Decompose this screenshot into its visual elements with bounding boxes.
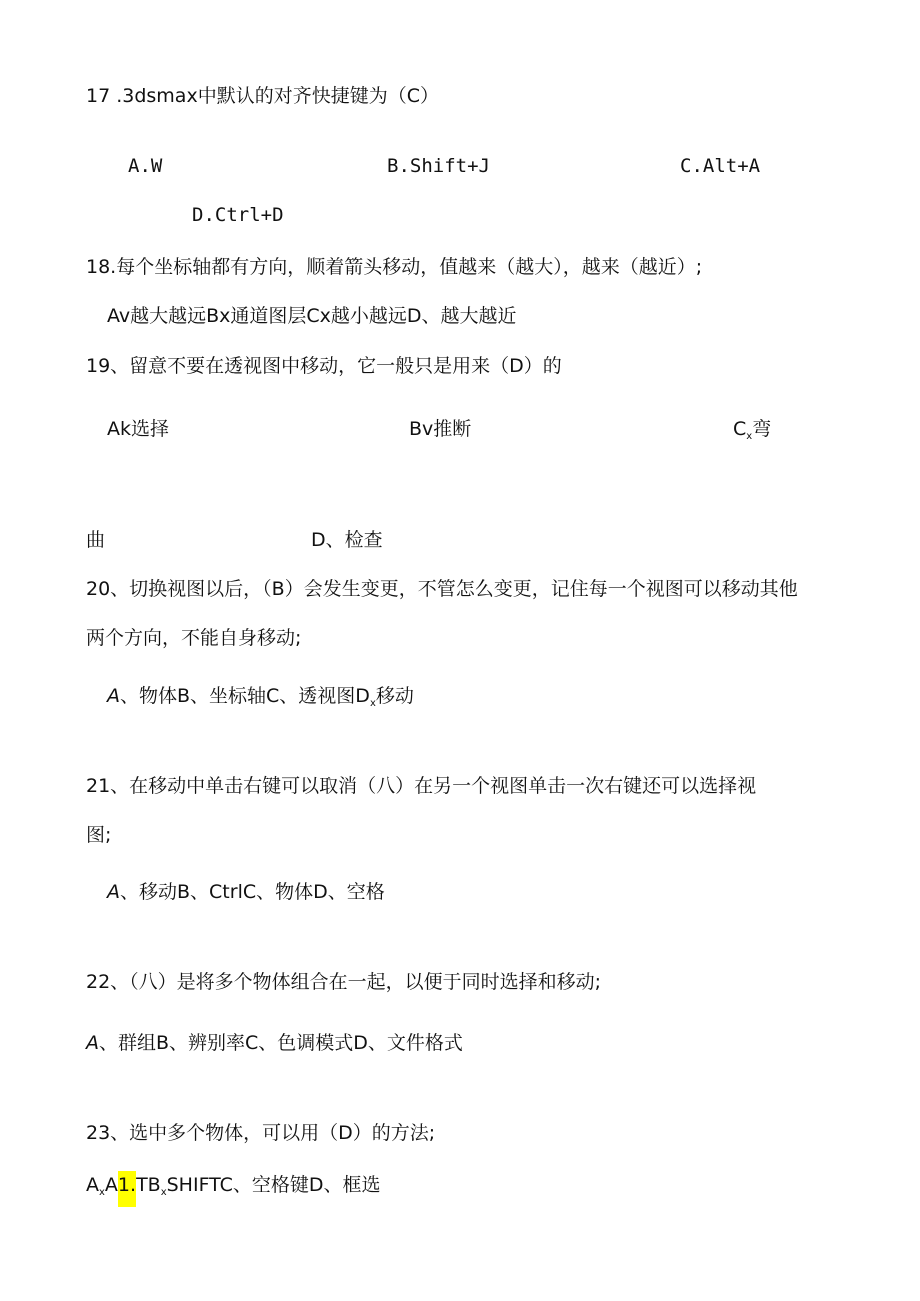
question-20-stem-2: 两个方向，不能自身移动; (86, 627, 302, 649)
q17-option-c: C.Alt+A (680, 155, 761, 177)
q19-option-b: Bv推断 (409, 418, 472, 440)
q19-c-sub: x (746, 431, 753, 442)
question-21-stem-2: 图; (86, 824, 112, 846)
q20-a: A (107, 685, 120, 707)
question-21-stem-1: 21、在移动中单击右键可以取消（八）在另一个视图单击一次右键还可以选择视 (86, 775, 757, 797)
q17-option-a: A.W (128, 155, 163, 177)
q23-options (86, 1171, 381, 1207)
q21-a: A (107, 881, 120, 903)
q18-options: Av越大越远Bx通道图层Cx越小越远D、越大越近 (107, 305, 517, 327)
q21-options (107, 880, 385, 904)
q23-p3-sub: x (160, 1187, 167, 1198)
q22-rest: 、群组B、辨别率C、色调模式D、文件格式 (99, 1032, 463, 1054)
q23-p4: SHIFTC、空格键D、框选 (166, 1174, 381, 1196)
q19-option-c (733, 417, 771, 449)
q23-p1: A (86, 1174, 99, 1196)
q23-highlight: 1. (118, 1171, 136, 1207)
q21-rest: 、移动B、CtrlC、物体D、空格 (120, 881, 385, 903)
q23-p2: A (104, 1174, 118, 1196)
q17-option-b: B.Shift+J (387, 155, 490, 177)
q20-end: 移动 (375, 685, 414, 707)
q19-option-d: D、检查 (311, 529, 383, 551)
question-23-stem: 23、选中多个物体，可以用（D）的方法; (86, 1122, 436, 1144)
question-20-stem-1: 20、切换视图以后，（B）会发生变更，不管怎么变更，记住每一个视图可以移动其他 (86, 578, 798, 600)
q19-option-a: Ak选择 (107, 418, 170, 440)
question-18-stem: 18.每个坐标轴都有方向，顺着箭头移动，值越来（越大），越来（越近）; (86, 256, 703, 278)
q19-c-text: 弯 (752, 418, 772, 440)
q17-option-d: D.Ctrl+D (192, 204, 284, 226)
q22-options (86, 1031, 463, 1055)
q20-rest: 、物体B、坐标轴C、透视图D (120, 685, 370, 707)
q20-sub: x (369, 698, 376, 709)
q23-p3: TB (136, 1174, 161, 1196)
q19-c-letter: C (733, 418, 747, 440)
q20-options (107, 684, 414, 716)
question-17-stem: 17 .3dsmax中默认的对齐快捷键为（C） (86, 85, 439, 107)
q19-option-c-cont: 曲 (86, 529, 106, 551)
question-22-stem: 22、（八）是将多个物体组合在一起，以便于同时选择和移动; (86, 971, 602, 993)
q23-p1-sub: x (99, 1187, 105, 1198)
q22-a: A (86, 1032, 99, 1054)
question-19-stem: 19、留意不要在透视图中移动，它一般只是用来（D）的 (86, 355, 562, 377)
